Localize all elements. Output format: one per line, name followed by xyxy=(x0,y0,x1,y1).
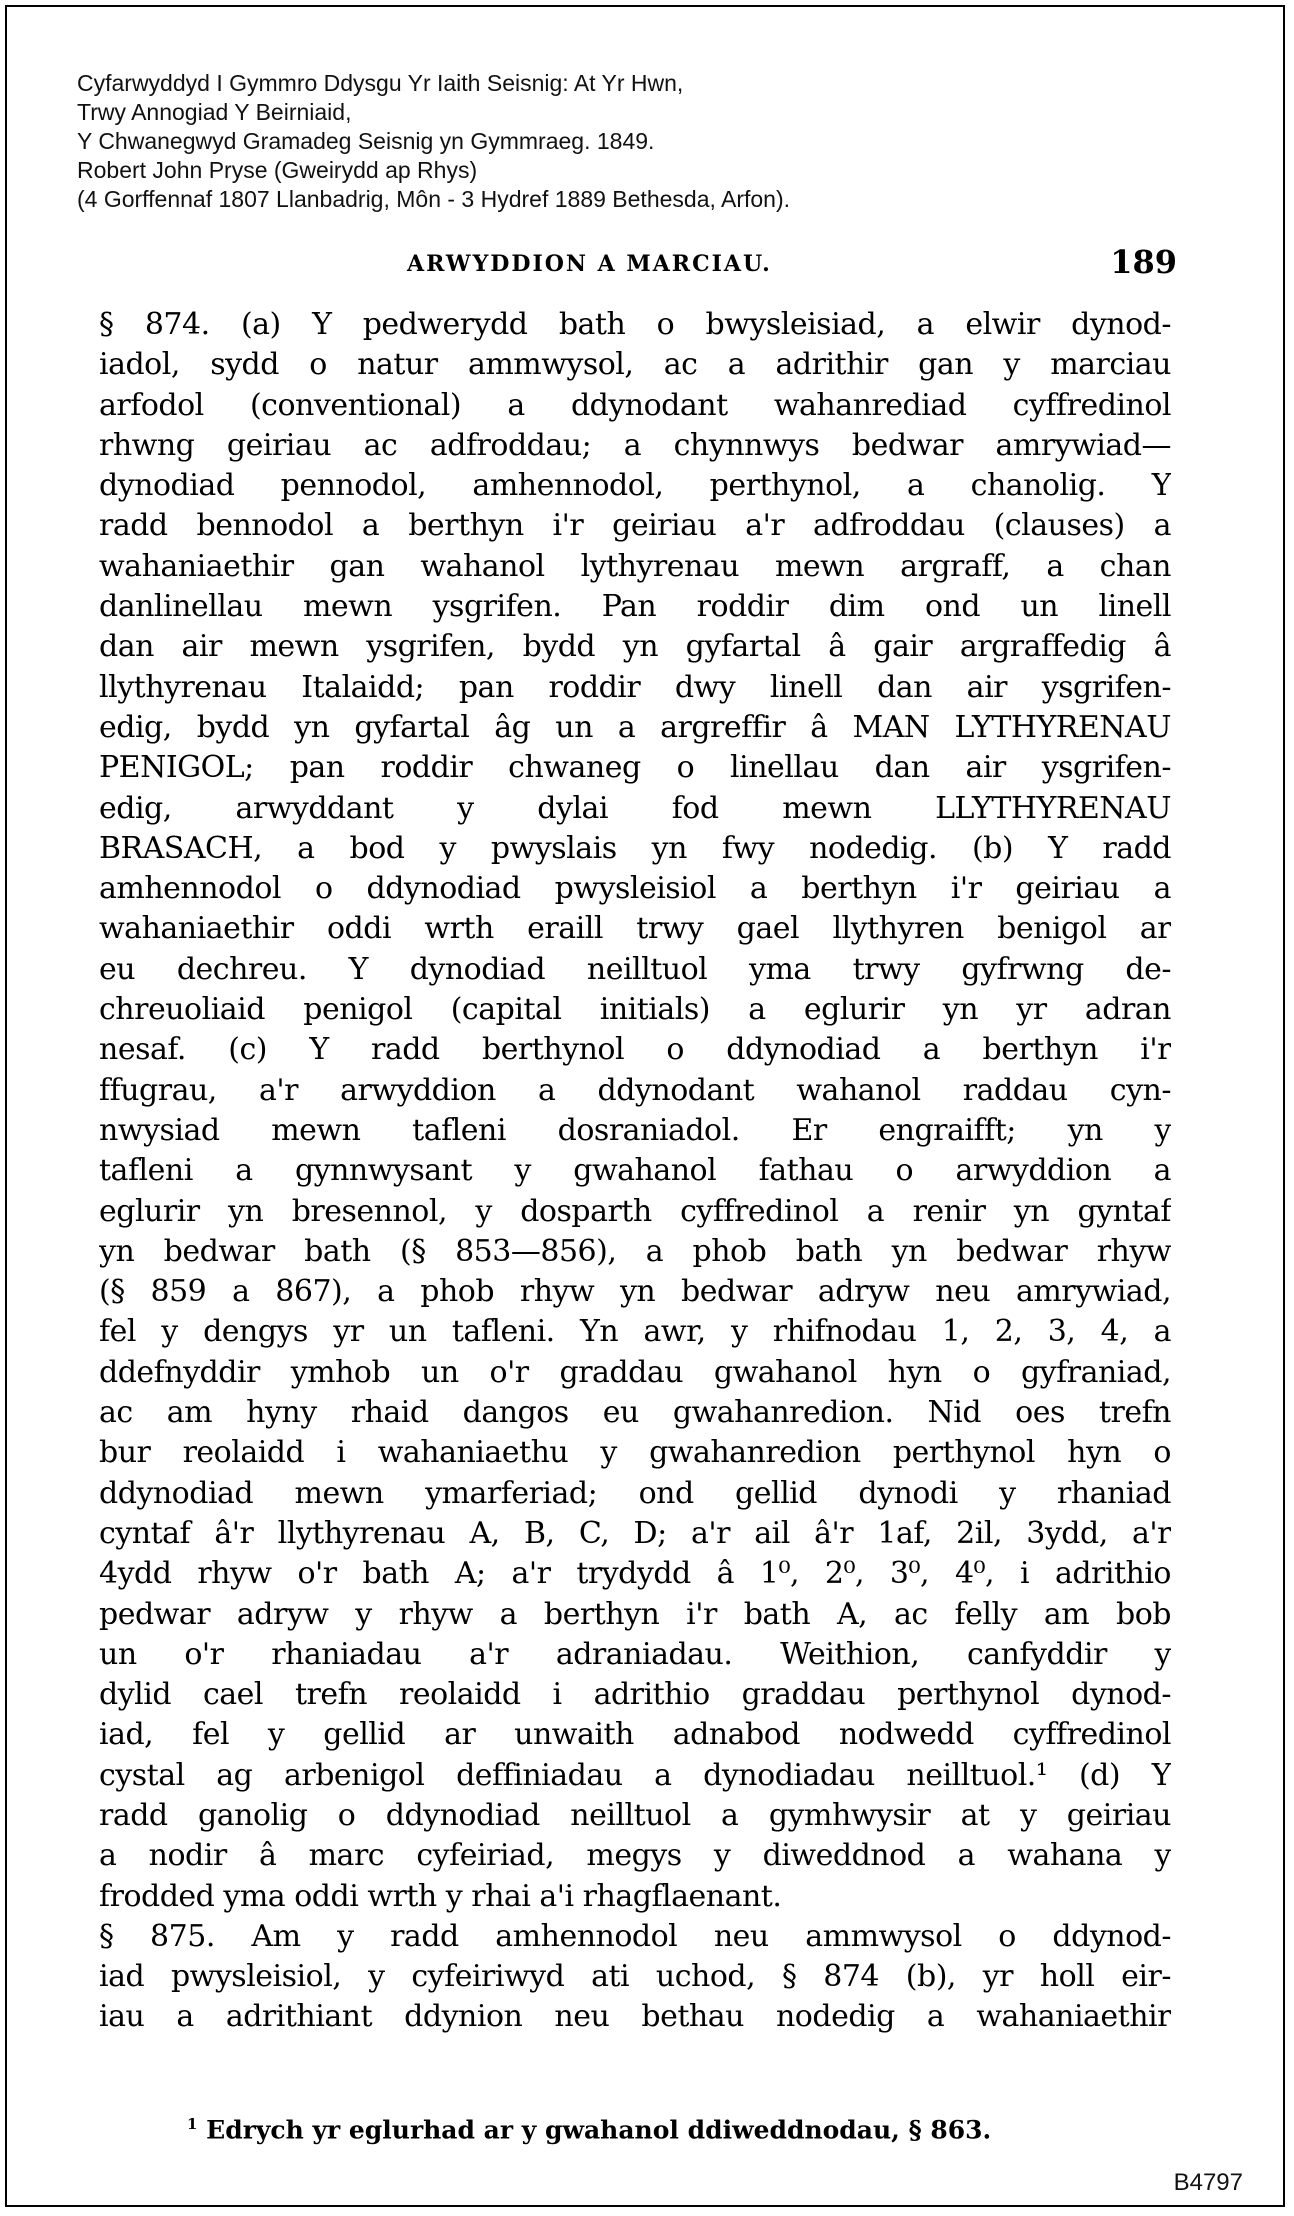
body-line: amhennodol o ddynodiad pwysleisiol a berthyn i'r geiriau a xyxy=(99,871,1171,907)
body-line: wahaniaethir gan wahanol lythyrenau mewn argraff, a chan xyxy=(99,548,1171,584)
body-line: ddefnyddir ymhob un o'r graddau gwahanol hyn o gyfraniad, xyxy=(99,1354,1171,1390)
body-line: edig, bydd yn gyfartal âg un a argreffir â MAN LYTHYRENAU xyxy=(99,709,1171,745)
metadata-line: (4 Gorffennaf 1807 Llanbadrig, Môn - 3 Hydref 1889 Bethesda, Arfon). xyxy=(77,186,791,212)
body-line: PENIGOL; pan roddir chwaneg o linellau dan air ysgrifen- xyxy=(99,750,1171,786)
body-line: dynodiad pennodol, amhennodol, perthynol, a chanolig. Y xyxy=(99,468,1171,504)
body-line: eglurir yn bresennol, y dosparth cyffredinol a renir yn gyntaf xyxy=(99,1193,1171,1229)
body-line: cyntaf â'r llythyrenau A, B, C, D; a'r ail â'r 1af, 2il, 3ydd, a'r xyxy=(99,1515,1171,1551)
footnote xyxy=(187,2115,1187,2144)
page-number: 189 xyxy=(1110,243,1177,281)
footnote-text: Edrych yr eglurhad ar y gwahanol ddiweddnodau, § 863. xyxy=(206,2115,992,2145)
body-line: ffugrau, a'r arwyddion a ddynodant wahanol raddau cyn- xyxy=(99,1072,1171,1108)
body-line: iadol, sydd o natur ammwysol, ac a adrithir gan y marciau xyxy=(99,347,1171,383)
body-line: pedwar adryw y rhyw a berthyn i'r bath A, ac felly am bob xyxy=(99,1596,1171,1632)
body-line: iad, fel y gellid ar unwaith adnabod nodwedd cyffredinol xyxy=(99,1717,1171,1753)
body-line: ac am hyny rhaid dangos eu gwahanredion. Nid oes trefn xyxy=(99,1395,1171,1431)
body-line: eu dechreu. Y dynodiad neilltuol yma trwy gyfrwng de- xyxy=(99,951,1171,987)
body-line: tafleni a gynnwysant y gwahanol fathau o arwyddion a xyxy=(99,1153,1171,1189)
metadata-line: Y Chwanegwyd Gramadeg Seisnig yn Gymmraeg. 1849. xyxy=(77,128,655,154)
body-line: arfodol (conventional) a ddynodant wahanrediad cyffredinol xyxy=(99,387,1171,423)
body-line: bur reolaidd i wahaniaethu y gwahanredion perthynol hyn o xyxy=(99,1435,1171,1471)
body-line: § 875. Am y radd amhennodol neu ammwysol o ddynod- xyxy=(99,1918,1171,1954)
body-line: dylid cael trefn reolaidd i adrithio graddau perthynol dynod- xyxy=(99,1677,1171,1713)
body-line: un o'r rhaniadau a'r adraniadau. Weithion, canfyddir y xyxy=(99,1636,1171,1672)
body-line: nwysiad mewn tafleni dosraniadol. Er engraifft; yn y xyxy=(99,1112,1171,1148)
metadata-line: Cyfarwyddyd I Gymmro Ddysgu Yr Iaith Seisnig: At Yr Hwn, xyxy=(77,70,684,96)
metadata-line: Robert John Pryse (Gweirydd ap Rhys) xyxy=(77,157,478,183)
body-line: (§ 859 a 867), a phob rhyw yn bedwar adryw neu amrywiad, xyxy=(99,1274,1171,1310)
body-line: BRASACH, a bod y pwyslais yn fwy nodedig. (b) Y radd xyxy=(99,830,1171,866)
body-line: cystal ag arbenigol deffiniadau a dynodiadau neilltuol.¹ (d) Y xyxy=(99,1757,1171,1793)
footnote-marker: 1 xyxy=(187,2115,198,2133)
body-line: nesaf. (c) Y radd berthynol o ddynodiad a berthyn i'r xyxy=(99,1032,1171,1068)
document-page xyxy=(5,5,1285,2207)
body-line: edig, arwyddant y dylai fod mewn LLYTHYRENAU xyxy=(99,790,1171,826)
running-title: ARWYDDION A MARCIAU. xyxy=(407,251,772,277)
body-line: frodded yma oddi wrth y rhai a'i rhagflaenant. xyxy=(99,1878,782,1914)
body-line: ddynodiad mewn ymarferiad; ond gellid dynodi y rhaniad xyxy=(99,1475,1171,1511)
metadata-line: Trwy Annogiad Y Beirniaid, xyxy=(77,99,352,125)
body-line: rhwng geiriau ac adfroddau; a chynnwys bedwar amrywiad— xyxy=(99,427,1171,463)
body-line: iad pwysleisiol, y cyfeiriwyd ati uchod, § 874 (b), yr holl eir- xyxy=(99,1959,1171,1995)
body-line: dan air mewn ysgrifen, bydd yn gyfartal â gair argraffedig â xyxy=(99,629,1171,665)
body-line: 4ydd rhyw o'r bath A; a'r trydydd â 1⁰, 2⁰, 3⁰, 4⁰, i adrithio xyxy=(99,1556,1171,1592)
body-line: radd ganolig o ddynodiad neilltuol a gymhwysir at y geiriau xyxy=(99,1797,1171,1833)
body-line: llythyrenau Italaidd; pan roddir dwy linell dan air ysgrifen- xyxy=(99,669,1171,705)
body-line: chreuoliaid penigol (capital initials) a eglurir yn yr adran xyxy=(99,992,1171,1028)
body-line: fel y dengys yr un tafleni. Yn awr, y rhifnodau 1, 2, 3, 4, a xyxy=(99,1314,1171,1350)
body-line: a nodir â marc cyfeiriad, megys y diweddnod a wahana y xyxy=(99,1838,1171,1874)
source-metadata xyxy=(77,69,1057,214)
body-line: wahaniaethir oddi wrth eraill trwy gael llythyren benigol ar xyxy=(99,911,1171,947)
reference-code: B4797 xyxy=(1173,2169,1243,2196)
body-line: yn bedwar bath (§ 853—856), a phob bath yn bedwar rhyw xyxy=(99,1233,1171,1269)
body-text xyxy=(99,305,1171,2038)
body-line: § 874. (a) Y pedwerydd bath o bwysleisiad, a elwir dynod- xyxy=(99,307,1171,342)
page-header xyxy=(407,243,1177,291)
body-line: danlinellau mewn ysgrifen. Pan roddir dim ond un linell xyxy=(99,589,1171,625)
body-line: iau a adrithiant ddynion neu bethau nodedig a wahaniaethir xyxy=(99,1999,1171,2035)
body-line: radd bennodol a berthyn i'r geiriau a'r adfroddau (clauses) a xyxy=(99,508,1171,544)
